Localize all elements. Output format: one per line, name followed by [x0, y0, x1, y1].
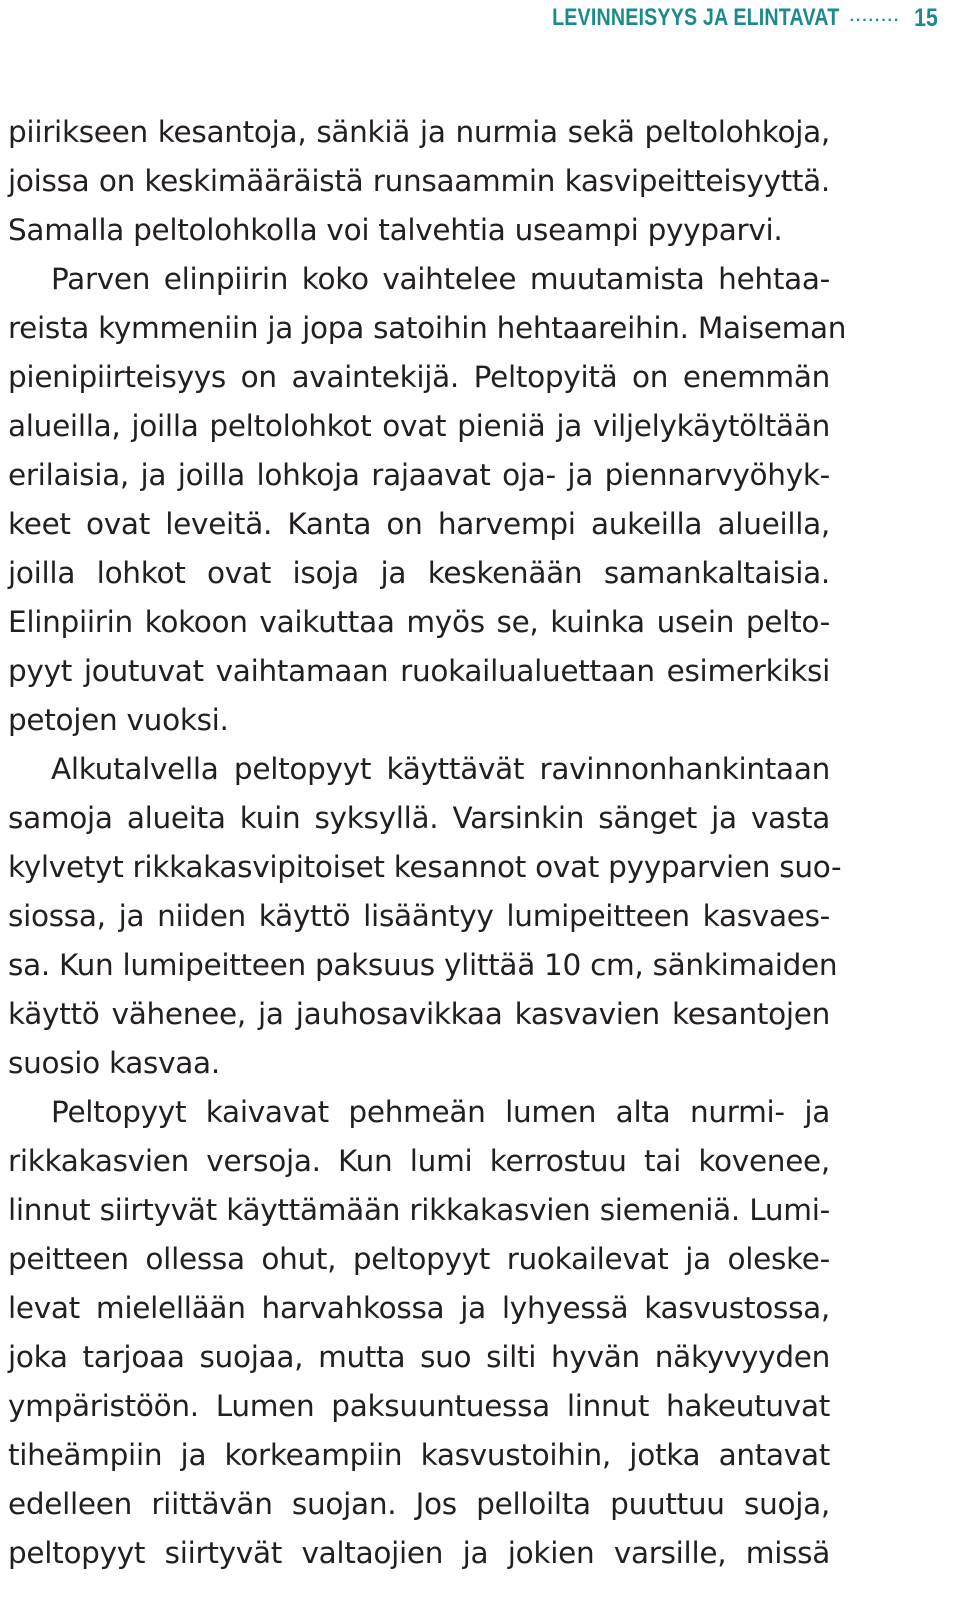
- text-line: petojen vuoksi.: [8, 703, 229, 737]
- text-line: alueilla, joilla peltolohkot ovat pieniä ja viljelykäytöltään: [8, 409, 830, 443]
- text-line: erilaisia, ja joilla lohkoja rajaavat oja- ja piennarvyöhyk-: [8, 458, 830, 492]
- section-title: LEVINNEISYYS JA ELINTAVAT: [552, 4, 840, 31]
- text-line: tiheämpiin ja korkeampiin kasvustoihin, jotka antavat: [8, 1438, 830, 1472]
- text-line: ympäristöön. Lumen paksuuntuessa linnut hakeutuvat: [8, 1389, 830, 1423]
- text-line: joissa on keskimääräistä runsaammin kasvipeitteisyyttä.: [8, 164, 830, 198]
- header-leader-dots: ········: [849, 12, 901, 29]
- text-line: joilla lohkot ovat isoja ja keskenään samankaltaisia.: [8, 556, 830, 590]
- text-line: reista kymmeniin ja jopa satoihin hehtaareihin. Maiseman: [8, 311, 847, 345]
- text-line: sa. Kun lumipeitteen paksuus ylittää 10 cm, sänkimaiden: [8, 948, 838, 982]
- text-line: keet ovat leveitä. Kanta on harvempi aukeilla alueilla,: [8, 507, 830, 541]
- text-line: suosio kasvaa.: [8, 1046, 220, 1080]
- text-line: kylvetyt rikkakasvipitoiset kesannot ovat pyyparvien suo-: [8, 850, 842, 884]
- text-line: edelleen riittävän suojan. Jos pelloilta puuttuu suoja,: [8, 1487, 830, 1521]
- text-line: Samalla peltolohkolla voi talvehtia useampi pyyparvi.: [8, 213, 783, 247]
- text-line: pyyt joutuvat vaihtamaan ruokailualuettaan esimerkiksi: [8, 654, 830, 688]
- text-line: peitteen ollessa ohut, peltopyyt ruokailevat ja oleske-: [8, 1242, 830, 1276]
- paragraph-start-line: Peltopyyt kaivavat pehmeän lumen alta nurmi- ja: [51, 1095, 830, 1129]
- paragraph-start-line: Alkutalvella peltopyyt käyttävät ravinnonhankintaan: [51, 752, 830, 786]
- text-line: rikkakasvien versoja. Kun lumi kerrostuu tai kovenee,: [8, 1144, 830, 1178]
- paragraph-start-line: Parven elinpiirin koko vaihtelee muutamista hehtaa-: [51, 262, 830, 296]
- text-line: piirikseen kesantoja, sänkiä ja nurmia sekä peltolohkoja,: [8, 115, 830, 149]
- text-line: joka tarjoaa suojaa, mutta suo silti hyvän näkyvyyden: [8, 1340, 830, 1374]
- body-text: [8, 108, 847, 1578]
- text-line: pienipiirteisyys on avaintekijä. Peltopyitä on enemmän: [8, 360, 830, 394]
- text-line: peltopyyt siirtyvät valtaojien ja jokien varsille, missä: [8, 1536, 830, 1570]
- page-number: 15: [914, 3, 938, 32]
- text-line: samoja alueita kuin syksyllä. Varsinkin sänget ja vasta: [8, 801, 830, 835]
- text-line: levat mielellään harvahkossa ja lyhyessä kasvustossa,: [8, 1291, 830, 1325]
- text-line: käyttö vähenee, ja jauhosavikkaa kasvavien kesantojen: [8, 997, 830, 1031]
- running-header: [489, 0, 938, 36]
- text-line: Elinpiirin kokoon vaikuttaa myös se, kuinka usein pelto-: [8, 605, 830, 639]
- text-line: siossa, ja niiden käyttö lisääntyy lumipeitteen kasvaes-: [8, 899, 830, 933]
- text-line: linnut siirtyvät käyttämään rikkakasvien siemeniä. Lumi-: [8, 1193, 830, 1227]
